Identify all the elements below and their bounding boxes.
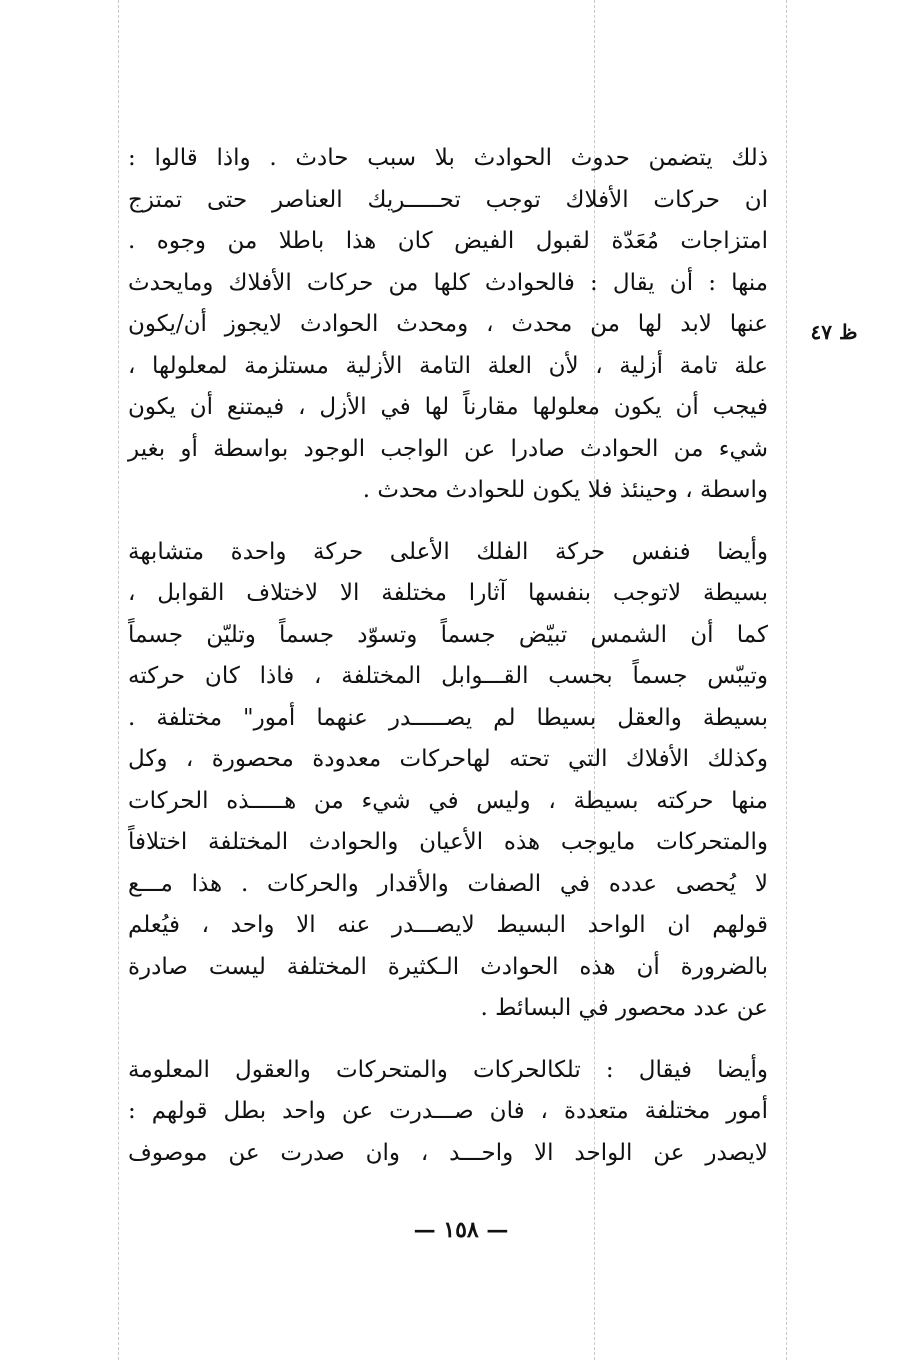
text-line: والمتحركات مايوجب هذه الأعيان والحوادث المختلفة اختلافاً [128,829,768,855]
paragraph-1 [128,138,768,512]
text-line: وأيضا فيقال : تلكالحركات والمتحركات والعقول المعلومة [128,1056,768,1083]
text-line: قولهم ان الواحد البسيط لايصـــدر عنه الا واحد ، فيُعلم [128,912,768,938]
text-line: بالضرورة أن هذه الحوادث الـكثيرة المختلفة ليست صادرة [128,953,768,980]
text-line: امتزاجات مُعَدّة لقبول الفيض كان هذا باطلا من وجوه . [128,228,768,254]
text-line: كما أن الشمس تبيّض جسماً وتسوّد جسماً وتليّن جسماً [128,621,768,648]
text-line: ان حركات الأفلاك توجب تحـــــريك العناصر حتى تمتزج [128,186,768,213]
scan-guide-left [118,0,119,1360]
text-line: عنها لابد لها من محدث ، ومحدث الحوادث لايجوز أن/يكون [128,311,768,337]
text-line: بسيطة والعقل بسيطا لم يصـــــدر عنهما أمور" مختلفة . [128,704,768,731]
page-number: — ١٥٨ — [413,1217,509,1243]
text-line: منها حركته بسيطة ، وليس في شيء من هـــــذه الحركات [128,787,768,814]
text-line: أمور مختلفة متعددة ، فان صـــدرت عن واحد بطل قولهم : [128,1098,768,1124]
text-line: بسيطة لاتوجب بنفسها آثارا مختلفة الا لاختلاف القوابل ، [128,580,768,606]
text-line: شيء من الحوادث صادرا عن الواجب الوجود بواسطة أو بغير [128,435,768,462]
text-line: علة تامة أزلية ، لأن العلة التامة الأزلية مستلزمة لمعلولها ، [128,352,768,379]
text-line: ذلك يتضمن حدوث الحوادث بلا سبب حادث . واذا قالوا : [128,145,768,171]
page-body [128,138,768,1238]
paragraph-3 [128,1050,768,1175]
paragraph-gap [128,1030,768,1050]
margin-folio-note: ظ ٤٧ [810,320,858,344]
paragraph-2 [128,532,768,1030]
text-line: وأيضا فنفس حركة الفلك الأعلى حركة واحدة متشابهة [128,538,768,565]
text-line: واسطة ، وحينئذ فلا يكون للحوادث محدث . [362,477,768,503]
text-line: وتيبّس جسماً بحسب القـــوابل المختلفة ، فاذا كان حركته [128,663,768,689]
text-line: لايصدر عن الواحد الا واحـــد ، وان صدرت عن موصوف [128,1139,768,1166]
text-line: عن عدد محصور في البسائط . [480,995,768,1021]
text-line: فيجب أن يكون معلولها مقارناً لها في الأزل ، فيمتنع أن يكون [128,394,768,420]
text-line: منها : أن يقال : فالحوادث كلها من حركات الأفلاك ومايحدث [128,269,768,296]
text-line: لا يُحصى عدده في الصفات والأقدار والحركات . هذا مـــع [128,870,768,897]
text-line: وكذلك الأفلاك التي تحته لهاحركات معدودة محصورة ، وكل [128,746,768,772]
scan-guide-right [786,0,787,1360]
paragraph-gap [128,512,768,532]
